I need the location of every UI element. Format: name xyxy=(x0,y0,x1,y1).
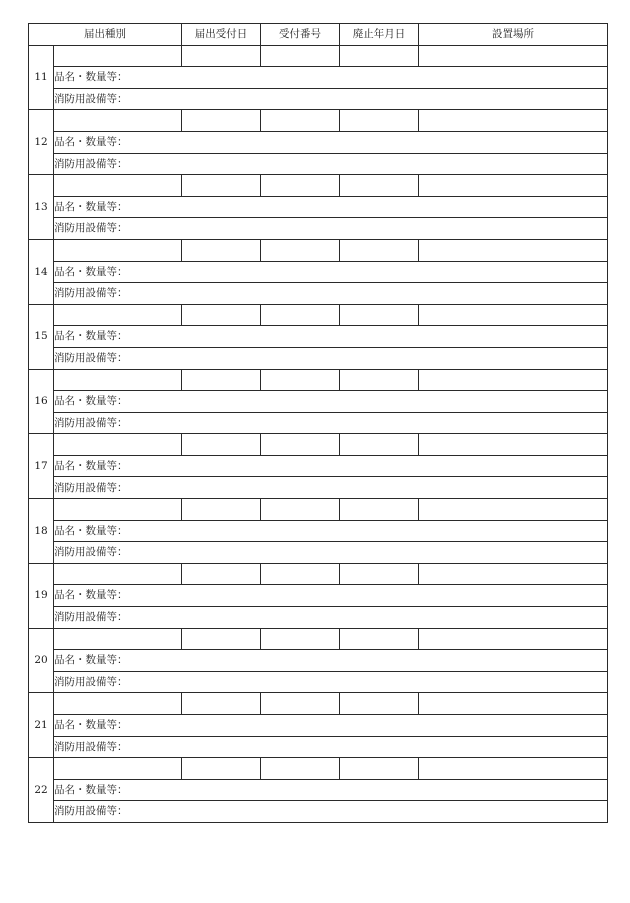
location-cell[interactable] xyxy=(419,563,608,585)
entry-row xyxy=(29,110,608,132)
item-quantity-row xyxy=(29,196,608,218)
receipt-date-cell[interactable] xyxy=(182,499,261,521)
abolition-date-cell[interactable] xyxy=(340,304,419,326)
fire-equipment-label[interactable]: 消防用設備等： xyxy=(54,153,608,175)
type-cell[interactable] xyxy=(54,369,182,391)
entry-number: 22 xyxy=(29,758,54,823)
receipt-number-cell[interactable] xyxy=(261,110,340,132)
entry-row xyxy=(29,758,608,780)
fire-equipment-label[interactable]: 消防用設備等： xyxy=(54,218,608,240)
type-cell[interactable] xyxy=(54,758,182,780)
fire-equipment-row xyxy=(29,218,608,240)
item-quantity-label[interactable]: 品名・数量等： xyxy=(54,715,608,737)
receipt-number-cell[interactable] xyxy=(261,499,340,521)
header-receipt-date: 届出受付日 xyxy=(182,24,261,46)
location-cell[interactable] xyxy=(419,45,608,67)
location-cell[interactable] xyxy=(419,239,608,261)
type-cell[interactable] xyxy=(54,434,182,456)
receipt-number-cell[interactable] xyxy=(261,758,340,780)
abolition-date-cell[interactable] xyxy=(340,693,419,715)
item-quantity-label[interactable]: 品名・数量等： xyxy=(54,650,608,672)
fire-equipment-row xyxy=(29,347,608,369)
entry-row xyxy=(29,304,608,326)
type-cell[interactable] xyxy=(54,628,182,650)
type-cell[interactable] xyxy=(54,693,182,715)
entry-number: 13 xyxy=(29,175,54,240)
entry-row xyxy=(29,628,608,650)
fire-equipment-row xyxy=(29,607,608,629)
receipt-date-cell[interactable] xyxy=(182,434,261,456)
fire-equipment-label[interactable]: 消防用設備等： xyxy=(54,736,608,758)
receipt-date-cell[interactable] xyxy=(182,563,261,585)
type-cell[interactable] xyxy=(54,45,182,67)
receipt-date-cell[interactable] xyxy=(182,693,261,715)
entry-row xyxy=(29,693,608,715)
item-quantity-label[interactable]: 品名・数量等： xyxy=(54,261,608,283)
fire-equipment-label[interactable]: 消防用設備等： xyxy=(54,542,608,564)
receipt-date-cell[interactable] xyxy=(182,758,261,780)
fire-equipment-label[interactable]: 消防用設備等： xyxy=(54,347,608,369)
header-abolition-date: 廃止年月日 xyxy=(340,24,419,46)
receipt-date-cell[interactable] xyxy=(182,239,261,261)
fire-equipment-label[interactable]: 消防用設備等： xyxy=(54,671,608,693)
receipt-date-cell[interactable] xyxy=(182,628,261,650)
receipt-number-cell[interactable] xyxy=(261,45,340,67)
entry-row xyxy=(29,369,608,391)
receipt-number-cell[interactable] xyxy=(261,628,340,650)
abolition-date-cell[interactable] xyxy=(340,45,419,67)
fire-equipment-row xyxy=(29,801,608,823)
abolition-date-cell[interactable] xyxy=(340,175,419,197)
receipt-number-cell[interactable] xyxy=(261,563,340,585)
fire-equipment-row xyxy=(29,283,608,305)
entry-number: 12 xyxy=(29,110,54,175)
fire-equipment-label[interactable]: 消防用設備等： xyxy=(54,412,608,434)
entry-row xyxy=(29,499,608,521)
item-quantity-row xyxy=(29,326,608,348)
entry-number: 16 xyxy=(29,369,54,434)
entry-row xyxy=(29,45,608,67)
item-quantity-label[interactable]: 品名・数量等： xyxy=(54,67,608,89)
location-cell[interactable] xyxy=(419,693,608,715)
item-quantity-row xyxy=(29,391,608,413)
abolition-date-cell[interactable] xyxy=(340,369,419,391)
abolition-date-cell[interactable] xyxy=(340,758,419,780)
location-cell[interactable] xyxy=(419,499,608,521)
type-cell[interactable] xyxy=(54,175,182,197)
item-quantity-row xyxy=(29,520,608,542)
item-quantity-row xyxy=(29,261,608,283)
abolition-date-cell[interactable] xyxy=(340,434,419,456)
item-quantity-row xyxy=(29,715,608,737)
item-quantity-label[interactable]: 品名・数量等： xyxy=(54,585,608,607)
fire-equipment-row xyxy=(29,412,608,434)
header-receipt-number: 受付番号 xyxy=(261,24,340,46)
register-table xyxy=(28,23,608,823)
entry-number: 18 xyxy=(29,499,54,564)
receipt-date-cell[interactable] xyxy=(182,45,261,67)
entry-number: 21 xyxy=(29,693,54,758)
location-cell[interactable] xyxy=(419,304,608,326)
fire-equipment-label[interactable]: 消防用設備等： xyxy=(54,88,608,110)
type-cell[interactable] xyxy=(54,110,182,132)
abolition-date-cell[interactable] xyxy=(340,499,419,521)
type-cell[interactable] xyxy=(54,304,182,326)
type-cell[interactable] xyxy=(54,563,182,585)
receipt-number-cell[interactable] xyxy=(261,434,340,456)
item-quantity-label[interactable]: 品名・数量等： xyxy=(54,779,608,801)
type-cell[interactable] xyxy=(54,239,182,261)
item-quantity-label[interactable]: 品名・数量等： xyxy=(54,131,608,153)
entry-number: 20 xyxy=(29,628,54,693)
location-cell[interactable] xyxy=(419,110,608,132)
item-quantity-label[interactable]: 品名・数量等： xyxy=(54,391,608,413)
item-quantity-label[interactable]: 品名・数量等： xyxy=(54,196,608,218)
location-cell[interactable] xyxy=(419,628,608,650)
item-quantity-label[interactable]: 品名・数量等： xyxy=(54,326,608,348)
fire-equipment-row xyxy=(29,671,608,693)
fire-equipment-row xyxy=(29,88,608,110)
abolition-date-cell[interactable] xyxy=(340,563,419,585)
fire-equipment-label[interactable]: 消防用設備等： xyxy=(54,477,608,499)
receipt-date-cell[interactable] xyxy=(182,110,261,132)
location-cell[interactable] xyxy=(419,758,608,780)
item-quantity-row xyxy=(29,585,608,607)
receipt-date-cell[interactable] xyxy=(182,175,261,197)
receipt-date-cell[interactable] xyxy=(182,369,261,391)
location-cell[interactable] xyxy=(419,434,608,456)
item-quantity-label[interactable]: 品名・数量等： xyxy=(54,455,608,477)
entry-row xyxy=(29,434,608,456)
fire-equipment-label[interactable]: 消防用設備等： xyxy=(54,801,608,823)
item-quantity-row xyxy=(29,779,608,801)
type-cell[interactable] xyxy=(54,499,182,521)
receipt-number-cell[interactable] xyxy=(261,369,340,391)
header-installation-location: 設置場所 xyxy=(419,24,608,46)
fire-equipment-row xyxy=(29,542,608,564)
entry-number: 19 xyxy=(29,563,54,628)
receipt-number-cell[interactable] xyxy=(261,239,340,261)
abolition-date-cell[interactable] xyxy=(340,110,419,132)
fire-equipment-label[interactable]: 消防用設備等： xyxy=(54,607,608,629)
item-quantity-label[interactable]: 品名・数量等： xyxy=(54,520,608,542)
entry-row xyxy=(29,175,608,197)
location-cell[interactable] xyxy=(419,175,608,197)
receipt-number-cell[interactable] xyxy=(261,693,340,715)
entry-rows xyxy=(29,45,608,822)
receipt-number-cell[interactable] xyxy=(261,175,340,197)
header-row xyxy=(29,24,608,46)
item-quantity-row xyxy=(29,131,608,153)
header-notification-type: 届出種別 xyxy=(29,24,182,46)
receipt-date-cell[interactable] xyxy=(182,304,261,326)
item-quantity-row xyxy=(29,455,608,477)
receipt-number-cell[interactable] xyxy=(261,304,340,326)
fire-equipment-row xyxy=(29,477,608,499)
fire-equipment-row xyxy=(29,736,608,758)
abolition-date-cell[interactable] xyxy=(340,239,419,261)
location-cell[interactable] xyxy=(419,369,608,391)
fire-equipment-row xyxy=(29,153,608,175)
item-quantity-row xyxy=(29,67,608,89)
entry-row xyxy=(29,563,608,585)
entry-number: 15 xyxy=(29,304,54,369)
entry-number: 17 xyxy=(29,434,54,499)
abolition-date-cell[interactable] xyxy=(340,628,419,650)
fire-equipment-label[interactable]: 消防用設備等： xyxy=(54,283,608,305)
entry-number: 11 xyxy=(29,45,54,110)
entry-number: 14 xyxy=(29,239,54,304)
entry-row xyxy=(29,239,608,261)
item-quantity-row xyxy=(29,650,608,672)
